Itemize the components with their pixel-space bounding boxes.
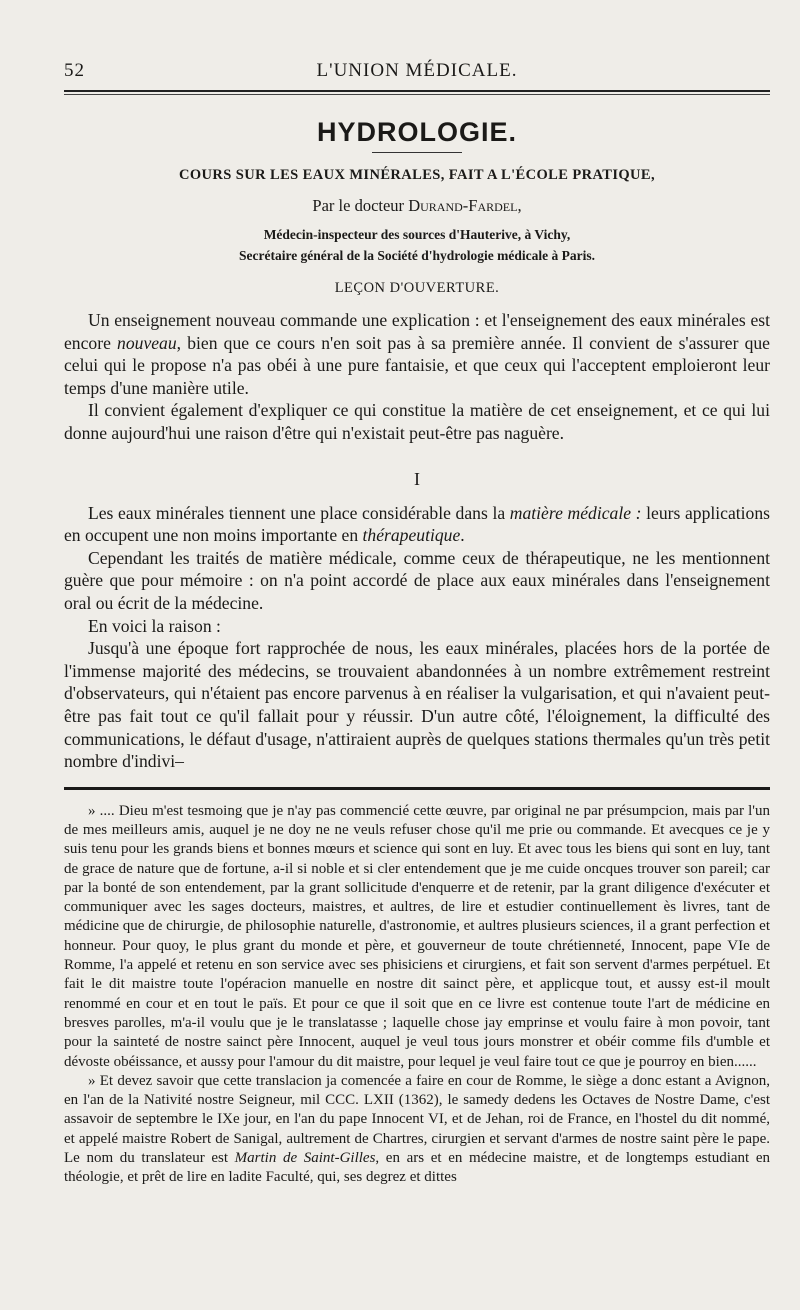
- running-head: L'UNION MÉDICALE.: [316, 60, 518, 81]
- paragraph: Jusqu'à une époque fort rapprochée de nous, les eaux minérales, placées hors de la portée de l'immense majorité des médecins, se trouvaient abandonnées à un nombre extrêmement restreint d'observateurs, qui n'étaient pas encore parvenus à en réaliser la vulgarisation, et qui n'avaient peut-être pas fait tout ce qu'il fallait pour y réussir. D'un autre côté, l'éloignement, la difficulté des communications, le défaut d'usage, n'attiraient auprès de quelques stations thermales qu'un très petit nombre d'indivi–: [64, 638, 770, 772]
- note-paragraph: » .... Dieu m'est tesmoing que je n'ay pas commencié cette œuvre, par original ne par présumpcion, mais par l'un de mes meilleurs amis, auquel je ne doy ne ne veuls refuser chose qu'il me prie ou commande. Et avecques ce je y suis tenu pour les grands biens et bonnes mœurs et science qui sont en luy. Et avec tous les biens qui sont en luy, tant de grace de nature que de fortune, a-il si noble et si cler entendement que je me cuide oncques trouver son pareil; car par la bonté de son entendement, par la grant sollicitude d'enquerre et de retenir, par la grant diligence d'exécuter et communiquer avec les sages docteurs, maistres, et aultres, de lire et estudier continuellement ès livres, tant de médicine que de chirurgie, de philosophie naturelle, d'astronomie, et aultres plusieurs sciences, il a grant perfection et honneur. Pour quoy, le plus grant du monde et père, et gouverneur de toute chrétienneté, Innocent, pape VIe de Romme, l'a appelé et retenu en son service avec ses phisiciens et cirurgiens, et fait son servent d'armes perpétuel. Et fait le dit maistre toute l'opéracion manuelle en nostre dit sainct père, et applicque tout, et aussy est-il moult renommé en cour et en tout le païs. Et pour ce que il soit que en ce livre est contenue toute l'art de médicine en bresves parolles, m'a-il voulu que je le translatasse ; laquelle chose jay emprinse et voulu faire à mon povoir, tant pour la sainteté de nostre sainct père Innocent, auquel je veul tous jours monstrer et obéir comme fils d'umble et dévoste obéissance, et aussy pour l'amour du dit maistre, pour lequel je veul faire tout ce que je pourroy en bien......: [64, 802, 770, 1070]
- author-name: Durand-Fardel,: [408, 196, 522, 215]
- italic-run: matière médicale :: [509, 502, 642, 523]
- title-underline: [372, 152, 462, 153]
- italic-run: thérapeutique: [362, 525, 461, 546]
- affiliation-line: Secrétaire général de la Société d'hydrologie médicale à Paris.: [238, 248, 596, 263]
- text-run: , en ars et en médecine maistre, et de longtemps estudiant en théologie, et prêt de lire en ladite Faculté, qui, ses degrez et dittes: [64, 1150, 770, 1186]
- footnote-separator: [64, 787, 770, 790]
- text-run: Un enseignement nouveau commande une explication : et l'enseignement des eaux minérales est encore: [64, 310, 770, 353]
- footnotes: [64, 802, 770, 1188]
- text-run: » Et devez savoir que cette translacion ja comencée a faire en cour de Romme, le siège a donc estant a Avignon, en l'an de la Nativité nostre Seigneur, mil CCC. LXII (1362), le samedy dedens les Octaves de Nostre Dame, c'est assavoir de septembre le IXe jour, en l'an du pape Innocent VI, et de Jehan, roi de France, en l'hostel du dit nommé, et appelé maistre Robert de Sanigal, aultrement de Chartres, cirurgien et servant d'armes de nostre saint père le pape. Le nom du translateur est: [64, 1072, 770, 1167]
- lecture-heading: LEÇON D'OUVERTURE.: [334, 280, 500, 296]
- author-prefix: Par le docteur: [312, 196, 409, 215]
- text-run: Les eaux minérales tiennent une place considérable dans la: [88, 502, 510, 523]
- page-number: 52: [64, 60, 85, 81]
- section-one-text: [64, 502, 770, 773]
- paragraph: En voici la raison :: [88, 615, 221, 636]
- paragraph: [64, 502, 770, 547]
- text-run: leurs applications en occupent une non moins importante en: [64, 502, 771, 546]
- text-run: .: [460, 525, 465, 546]
- page-header: [64, 60, 770, 88]
- course-title: COURS SUR LES EAUX MINÉRALES, FAIT A L'ÉCOLE PRATIQUE,: [178, 167, 656, 183]
- note-paragraph: [64, 1072, 770, 1188]
- author-affiliations: [64, 224, 770, 266]
- italic-run: Martin de Saint-Gilles: [234, 1150, 376, 1167]
- section-title: HYDROLOGIE.: [316, 117, 517, 147]
- section-numeral: I: [414, 468, 420, 489]
- paragraph: Cependant les traités de matière médicale, comme ceux de thérapeutique, ne les mentionnent guère que pour mémoire : on n'a point accordé de place aux eaux minérales dans l'enseignement oral ou écrit de la médecine.: [64, 547, 770, 613]
- paragraph: [64, 309, 770, 399]
- italic-run: nouveau: [117, 332, 177, 353]
- header-rule: [64, 90, 770, 95]
- text-run: , bien que ce cours n'en soit pas à sa première année. Il convient de s'assurer que celui qui le propose n'a pas obéi à une pure fantaisie, et que ceux qui l'acceptent emploieront leur temps d'une manière utile.: [64, 332, 770, 398]
- intro-text: [64, 309, 770, 445]
- paragraph: Il convient également d'expliquer ce qui constitue la matière de cet enseignement, et ce qui lui donne aujourd'hui une raison d'être qui n'existait peut-être pas naguère.: [64, 400, 770, 443]
- affiliation-line: Médecin-inspecteur des sources d'Hauterive, à Vichy,: [263, 227, 571, 242]
- author-line: [64, 196, 770, 216]
